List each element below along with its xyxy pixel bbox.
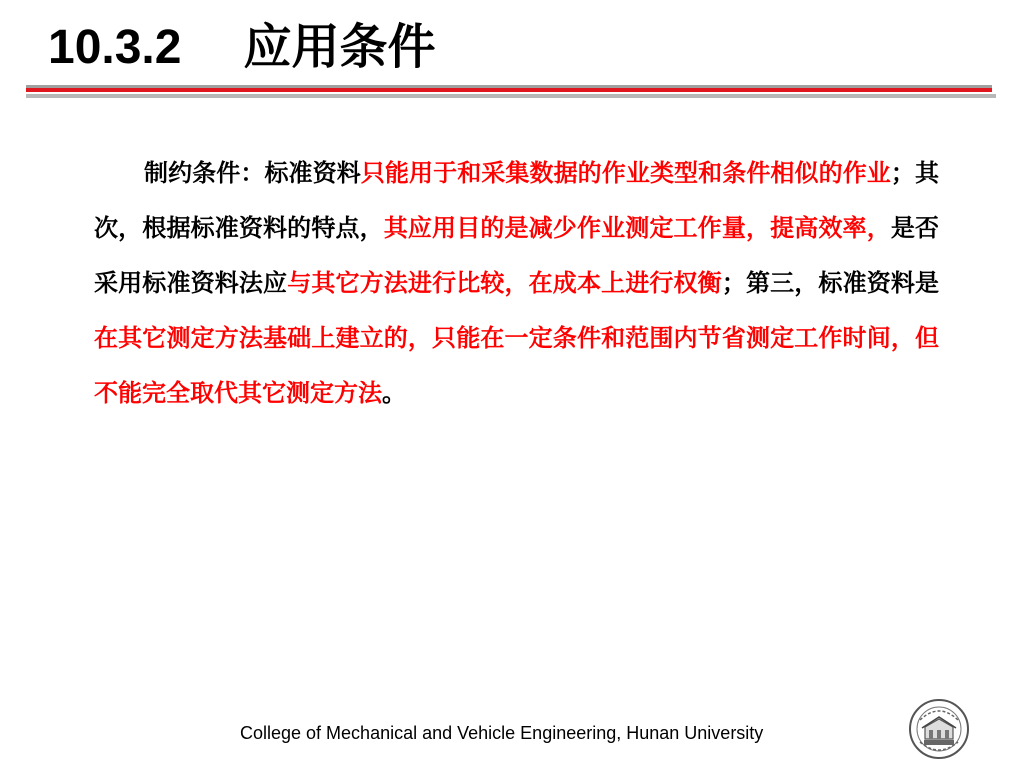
emphasis-run: 与其它方法进行比较，在成本上进行权衡 (287, 269, 722, 297)
text-run: ；其次，根据标准资料的特点， (94, 159, 939, 242)
text-run: 。 (382, 379, 406, 407)
emphasis-run: 其应用目的是减少作业测定工作量，提高效率， (383, 214, 891, 242)
emphasis-run: 只能用于和采集数据的作业类型和条件相似的作业 (360, 159, 891, 187)
slide-title (48, 18, 435, 78)
footer-institution: College of Mechanical and Vehicle Engineering, Hunan University (240, 723, 764, 743)
text-run: 是否采用标准资料法应 (94, 214, 940, 297)
title-rule-red (26, 88, 992, 92)
section-number: 10.3.2 (48, 21, 182, 74)
text-run: 制约条件：标准资料 (144, 159, 361, 187)
section-title: 应用条件 (243, 21, 436, 74)
text-run: ；第三，标准资料是 (721, 269, 940, 297)
title-rule-gray-bottom (26, 94, 996, 98)
body-paragraph (94, 146, 939, 421)
emphasis-run: 在其它测定方法基础上建立的，只能在一定条件和范围内节省测定工作时间，但不能完全取代其它测定方法 (94, 324, 939, 407)
university-seal-icon (908, 698, 970, 760)
